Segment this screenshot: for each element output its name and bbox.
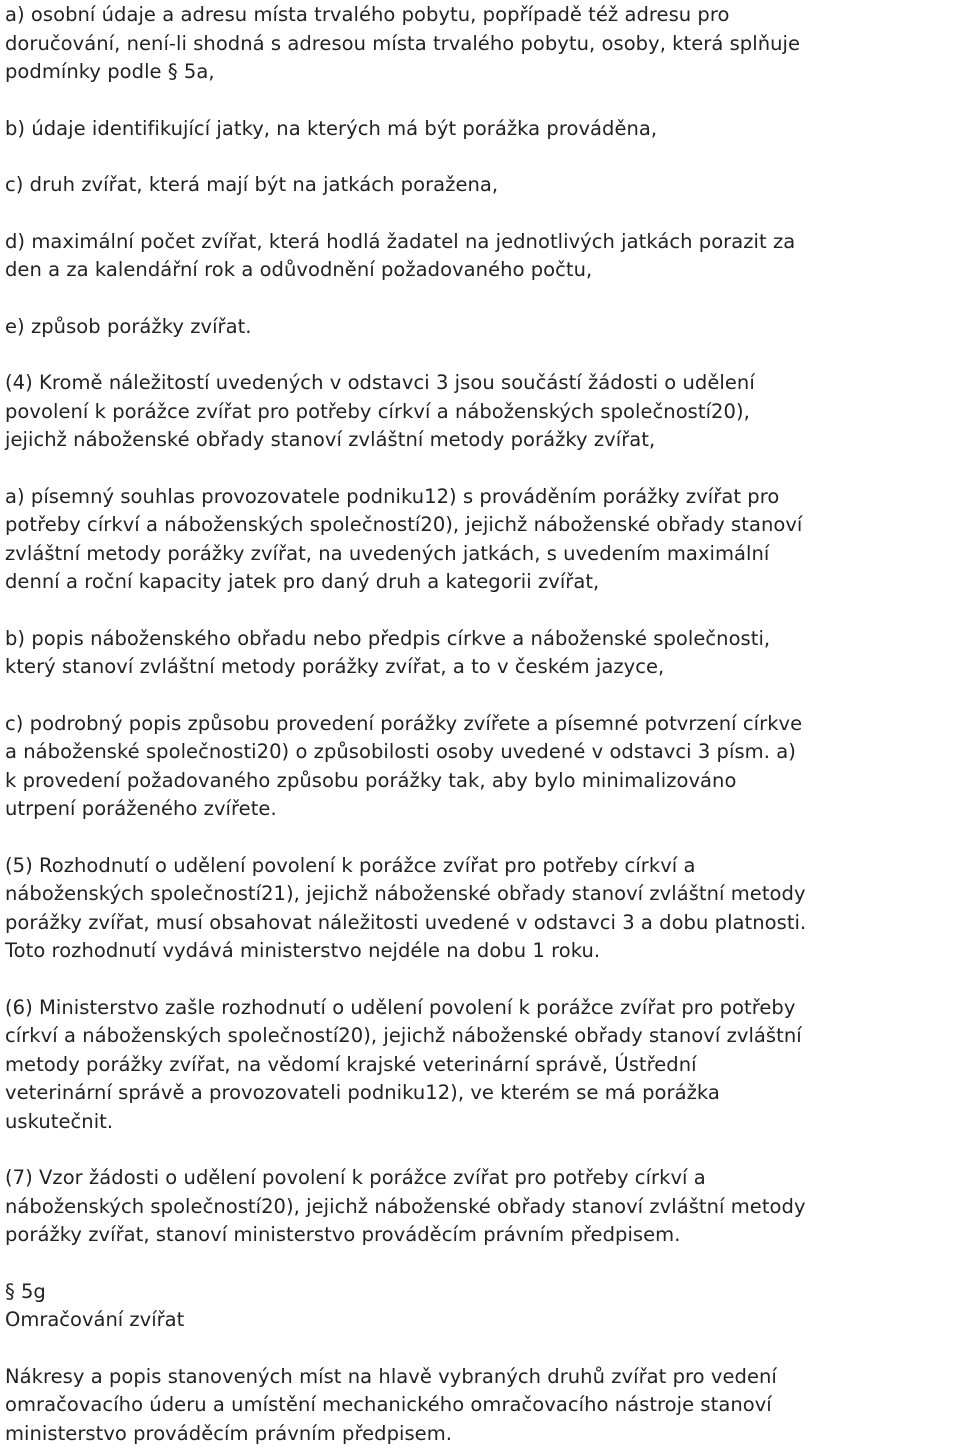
paragraph-line: b) údaje identifikující jatky, na kterých má být porážka prováděna,	[5, 115, 960, 144]
paragraph-line: denní a roční kapacity jatek pro daný druh a kategorii zvířat,	[5, 568, 960, 597]
paragraph-line: (4) Kromě náležitostí uvedených v odstavci 3 jsou součástí žádosti o udělení	[5, 369, 960, 398]
paragraph-line: povolení k porážce zvířat pro potřeby církví a náboženských společností20),	[5, 398, 960, 427]
paragraph-line: c) druh zvířat, která mají být na jatkách poražena,	[5, 171, 960, 200]
paragraph	[5, 115, 960, 144]
paragraph-line: jejichž náboženské obřady stanoví zvláštní metody porážky zvířat,	[5, 426, 960, 455]
paragraph	[5, 1, 960, 87]
paragraph-line: náboženských společností20), jejichž náboženské obřady stanoví zvláštní metody	[5, 1193, 960, 1222]
paragraph	[5, 483, 960, 597]
closing-paragraph	[5, 1363, 960, 1448]
paragraph-line: utrpení poráženého zvířete.	[5, 795, 960, 824]
paragraph-line: den a za kalendářní rok a odůvodnění požadovaného počtu,	[5, 256, 960, 285]
closing-line-3: ministerstvo prováděcím právním předpisem.	[5, 1420, 960, 1448]
paragraph-line: (7) Vzor žádosti o udělení povolení k porážce zvířat pro potřeby církví a	[5, 1164, 960, 1193]
paragraph	[5, 228, 960, 285]
paragraph-line: církví a náboženských společností20), jejichž náboženské obřady stanoví zvláštní	[5, 1022, 960, 1051]
closing-line-2: omračovacího úderu a umístění mechanického omračovacího nástroje stanoví	[5, 1391, 960, 1420]
paragraph-line: b) popis náboženského obřadu nebo předpis církve a náboženské společnosti,	[5, 625, 960, 654]
paragraph-line: k provedení požadovaného způsobu porážky tak, aby bylo minimalizováno	[5, 767, 960, 796]
paragraph	[5, 994, 960, 1137]
closing-line-1: Nákresy a popis stanovených míst na hlavě vybraných druhů zvířat pro vedení	[5, 1363, 960, 1392]
paragraph-line: a náboženské společnosti20) o způsobilosti osoby uvedené v odstavci 3 písm. a)	[5, 738, 960, 767]
paragraph-line: (5) Rozhodnutí o udělení povolení k porážce zvířat pro potřeby církví a	[5, 852, 960, 881]
paragraph-line: potřeby církví a náboženských společností20), jejichž náboženské obřady stanoví	[5, 511, 960, 540]
paragraph-line: a) osobní údaje a adresu místa trvalého pobytu, popřípadě též adresu pro	[5, 1, 960, 30]
paragraph	[5, 710, 960, 824]
paragraph-line: (6) Ministerstvo zašle rozhodnutí o udělení povolení k porážce zvířat pro potřeby	[5, 994, 960, 1023]
paragraph	[5, 852, 960, 966]
paragraph-line: a) písemný souhlas provozovatele podniku12) s prováděním porážky zvířat pro	[5, 483, 960, 512]
paragraph	[5, 313, 960, 342]
paragraph-line: Toto rozhodnutí vydává ministerstvo nejdéle na dobu 1 roku.	[5, 937, 960, 966]
paragraph	[5, 625, 960, 682]
paragraph-line: veterinární správě a provozovateli podniku12), ve kterém se má porážka	[5, 1079, 960, 1108]
paragraph-line: porážky zvířat, musí obsahovat náležitosti uvedené v odstavci 3 a dobu platnosti.	[5, 909, 960, 938]
section-title: Omračování zvířat	[5, 1306, 960, 1335]
paragraph-line: c) podrobný popis způsobu provedení porážky zvířete a písemné potvrzení církve	[5, 710, 960, 739]
paragraph-line: porážky zvířat, stanoví ministerstvo prováděcím právním předpisem.	[5, 1221, 960, 1250]
paragraph-line: zvláštní metody porážky zvířat, na uvedených jatkách, s uvedením maximální	[5, 540, 960, 569]
paragraph-line: který stanoví zvláštní metody porážky zvířat, a to v českém jazyce,	[5, 653, 960, 682]
paragraph	[5, 369, 960, 455]
paragraph	[5, 1164, 960, 1250]
paragraph-line: metody porážky zvířat, na vědomí krajské veterinární správě, Ústřední	[5, 1051, 960, 1080]
section-number: § 5g	[5, 1278, 960, 1307]
paragraph-line: doručování, není-li shodná s adresou místa trvalého pobytu, osoby, která splňuje	[5, 30, 960, 59]
paragraph-line: podmínky podle § 5a,	[5, 58, 960, 87]
paragraph-line: e) způsob porážky zvířat.	[5, 313, 960, 342]
paragraph-line: náboženských společností21), jejichž náboženské obřady stanoví zvláštní metody	[5, 880, 960, 909]
paragraph-line: uskutečnit.	[5, 1108, 960, 1137]
paragraph	[5, 171, 960, 200]
paragraph-line: d) maximální počet zvířat, která hodlá žadatel na jednotlivých jatkách porazit za	[5, 228, 960, 257]
section-heading	[5, 1278, 960, 1335]
document-body	[5, 1, 960, 1250]
